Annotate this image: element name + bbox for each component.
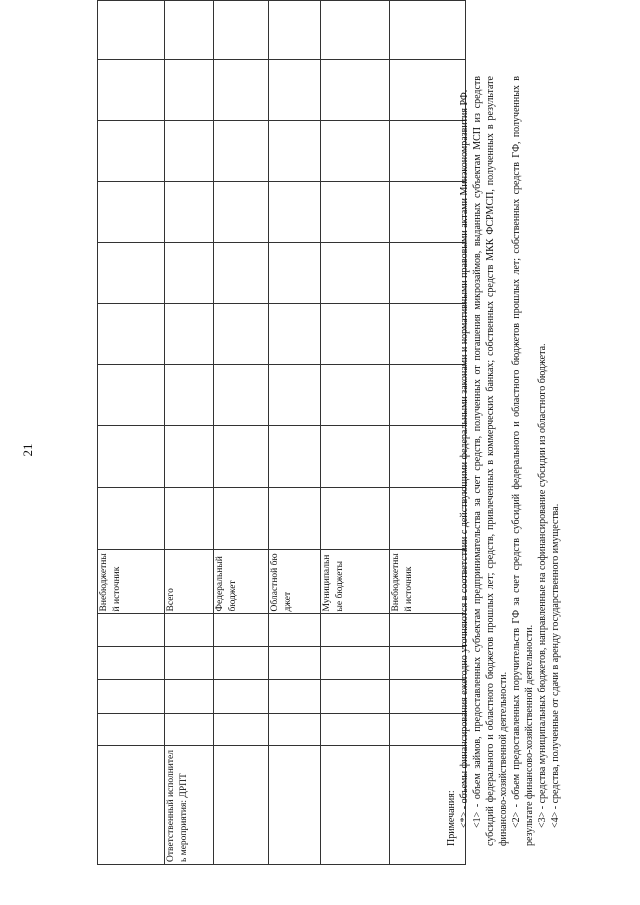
table-cell	[214, 304, 269, 365]
table-cell	[165, 614, 214, 647]
table-cell	[321, 647, 390, 680]
table-cell	[214, 60, 269, 121]
table-cell	[98, 680, 165, 713]
table-label-cell: Областной бюджет	[269, 549, 321, 614]
table-cell	[321, 121, 390, 182]
table-cell	[269, 182, 321, 243]
table-cell	[165, 680, 214, 713]
table-cell	[214, 746, 269, 865]
table-cell	[98, 1, 165, 60]
table-cell	[214, 614, 269, 647]
table-row	[269, 1, 321, 865]
table-cell	[214, 243, 269, 304]
table-cell	[321, 182, 390, 243]
table-cell	[269, 1, 321, 60]
page-number: 21	[20, 443, 35, 457]
table-cell	[165, 1, 214, 60]
table-row	[321, 1, 390, 865]
table-cell	[98, 60, 165, 121]
table-cell	[165, 713, 214, 746]
table-cell	[269, 647, 321, 680]
table-label-cell: Всего	[165, 549, 214, 614]
table-cell	[321, 614, 390, 647]
table-cell	[269, 243, 321, 304]
table-cell	[321, 365, 390, 426]
table-row	[165, 1, 214, 865]
note-item: <2> - объем предоставленных поручительств ГФ за счет средств субсидий федерального и областного бюджетов прошлых лет; собственных средств ГФ, полученных в результате финансово-хозяйственной деятельности.	[511, 76, 535, 846]
table-cell	[165, 647, 214, 680]
table-cell	[269, 426, 321, 488]
table-cell	[269, 713, 321, 746]
table-cell	[214, 121, 269, 182]
table-cell	[98, 304, 165, 365]
table-cell	[214, 1, 269, 60]
note-item: <4> - средства, полученные от сдачи в аренду государственного имущества.	[550, 503, 561, 828]
table-cell	[269, 488, 321, 550]
table-label-cell: Федеральный бюджет	[214, 549, 269, 614]
table-cell	[214, 182, 269, 243]
table-cell	[321, 713, 390, 746]
table-cell	[269, 121, 321, 182]
table-cell	[165, 182, 214, 243]
note-item: <3> - средства муниципальных бюджетов, направленные на софинансирование субсидии из областного бюджета.	[537, 343, 548, 828]
table-cell	[269, 680, 321, 713]
notes-section	[445, 76, 562, 846]
table-cell	[165, 365, 214, 426]
table-cell	[98, 365, 165, 426]
table-cell	[321, 304, 390, 365]
table-cell	[214, 488, 269, 550]
table-cell	[214, 647, 269, 680]
table-cell	[98, 614, 165, 647]
table-cell	[321, 1, 390, 60]
table-cell	[98, 182, 165, 243]
table-cell	[165, 121, 214, 182]
table-cell	[165, 488, 214, 550]
table-cell	[269, 365, 321, 426]
table-cell	[214, 680, 269, 713]
note-item: <1> - объем займов, предоставленных субъектам предпринимательства за счет средств, полученных от погашения микрозаймов, выданных субъектам МСП из средств субсидий федерального и областного бюджетов прошлых лет; средств, привлеченных в коммерческих банках; собственных средств МКК ФСРМСП, полученных в результате финансово-хозяйственной деятельности.	[472, 76, 509, 846]
table-cell	[321, 60, 390, 121]
table-cell	[98, 121, 165, 182]
table-row	[98, 1, 165, 865]
table-cell	[98, 426, 165, 488]
table-label-cell: Внебюджетный источник	[390, 549, 466, 614]
table-cell	[98, 647, 165, 680]
table-cell	[98, 488, 165, 550]
table-cell	[321, 680, 390, 713]
table-cell	[165, 243, 214, 304]
table-row	[214, 1, 269, 865]
table-cell	[214, 713, 269, 746]
table-cell	[214, 426, 269, 488]
note-item: <*> - объемы финансирования ежегодно уточняются в соответствии с действующими федеральными законами и нормативными правовыми актами Минэкономразвития РФ.	[459, 89, 470, 828]
financing-table	[97, 0, 466, 865]
table-cell	[98, 746, 165, 865]
table-cell	[321, 746, 390, 865]
table-cell	[269, 746, 321, 865]
table-cell	[98, 713, 165, 746]
table-cell	[321, 488, 390, 550]
table-cell	[321, 426, 390, 488]
table-cell	[214, 365, 269, 426]
table-cell	[165, 426, 214, 488]
table-label-cell: Внебюджетный источник	[98, 549, 165, 614]
table-cell	[165, 304, 214, 365]
table-cell	[165, 60, 214, 121]
table-label-cell: Ответственный исполнитель мероприятия: ДРПТ	[165, 746, 214, 865]
table-cell	[269, 60, 321, 121]
table-cell	[269, 304, 321, 365]
table-cell	[390, 1, 466, 60]
notes-heading: Примечания:	[446, 790, 457, 846]
table-cell	[269, 614, 321, 647]
table-cell	[321, 243, 390, 304]
table-cell	[98, 243, 165, 304]
table-label-cell: Муниципальные бюджеты	[321, 549, 390, 614]
